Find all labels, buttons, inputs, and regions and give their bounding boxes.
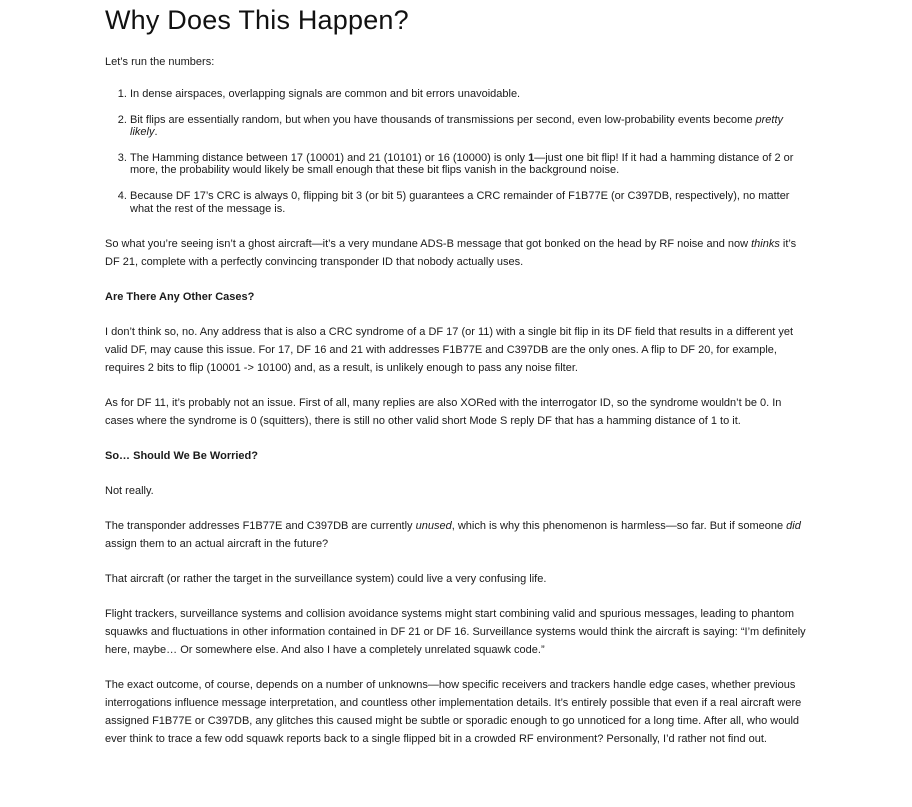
list-item: 2. Bit flips are essentially random, but when you have thousands of transmissions per second, even low-probability events become pretty likely. bbox=[130, 114, 813, 139]
outcome-paragraph: The exact outcome, of course, depends on a number of unknowns—how specific receivers and trackers handle edge cases, whether previous interrogations influence message interpretation, and countless other implementation details. It’s entirely possible that even if a real aircraft were assigned F1B77E or C397DB, any glitches this caused might be subtle or sporadic enough to go unnoticed for a long time. After all, who would ever think to trace a few odd squawk reports back to a single flipped bit in a crowded RF environment? Personally, I’d rather not find out. bbox=[105, 679, 802, 746]
list-item: 1. In dense airspaces, overlapping signals are common and bit errors unavoidable. bbox=[130, 88, 813, 101]
cases-paragraph-2: As for DF 11, it’s probably not an issue. First of all, many replies are also XORed with the interrogator ID, so the syndrome wouldn’t be 0. In cases where the syndrome is 0 (squitters), there is still no other valid short Mode S reply DF that has a hamming distance of 1 to it. bbox=[105, 397, 782, 428]
reasons-list bbox=[105, 88, 813, 215]
heading-other-cases: Are There Any Other Cases? bbox=[105, 291, 255, 304]
not-really-paragraph: Not really. bbox=[105, 485, 154, 498]
confusing-paragraph: That aircraft (or rather the target in the surveillance system) could live a very confusing life. bbox=[105, 573, 547, 586]
trackers-paragraph: Flight trackers, surveillance systems and collision avoidance systems might start combining valid and spurious messages, leading to phantom squawks and fluctuations in other information contained in DF 21 or DF 16. Surveillance systems would think the aircraft is saying: “I’m definitely here, maybe… Or somewhere else. And also I have a completely unrelated squawk code.” bbox=[105, 608, 806, 657]
heading-worried: So… Should We Be Worried? bbox=[105, 450, 258, 463]
list-item: 4. Because DF 17’s CRC is always 0, flipping bit 3 (or bit 5) guarantees a CRC remainder of F1B77E (or C397DB, respectively), no matter what the rest of the message is. bbox=[130, 190, 813, 215]
unused-paragraph: The transponder addresses F1B77E and C397DB are currently unused, which is why this phenomenon is harmless—so far. But if someone did assign them to an actual aircraft in the future? bbox=[105, 520, 801, 551]
section-title: Why Does This Happen? bbox=[105, 5, 409, 35]
intro-text: Let’s run the numbers: bbox=[105, 56, 215, 68]
cases-paragraph-1: I don’t think so, no. Any address that is also a CRC syndrome of a DF 17 (or 11) with a single bit flip in its DF field that results in a different yet valid DF, may cause this issue. For 17, DF 16 and 21 with addresses F1B77E and C397DB are the only ones. A flip to DF 20, for example, requires 2 bits to flip (10001 -> 10100) and, as a result, is unlikely enough to pass any noise filter. bbox=[105, 326, 794, 375]
list-item: 3. The Hamming distance between 17 (10001) and 21 (10101) or 16 (10000) is only 1—just one bit flip! If it had a hamming distance of 2 or more, the probability would likely be small enough that these bit flips vanish in the background noise. bbox=[130, 152, 813, 177]
ghost-paragraph: So what you’re seeing isn’t a ghost aircraft—it’s a very mundane ADS-B message that got bonked on the head by RF noise and now thinks it’s DF 21, complete with a perfectly convincing transponder ID that nobody actually uses. bbox=[105, 238, 797, 269]
article-body bbox=[105, 0, 813, 748]
